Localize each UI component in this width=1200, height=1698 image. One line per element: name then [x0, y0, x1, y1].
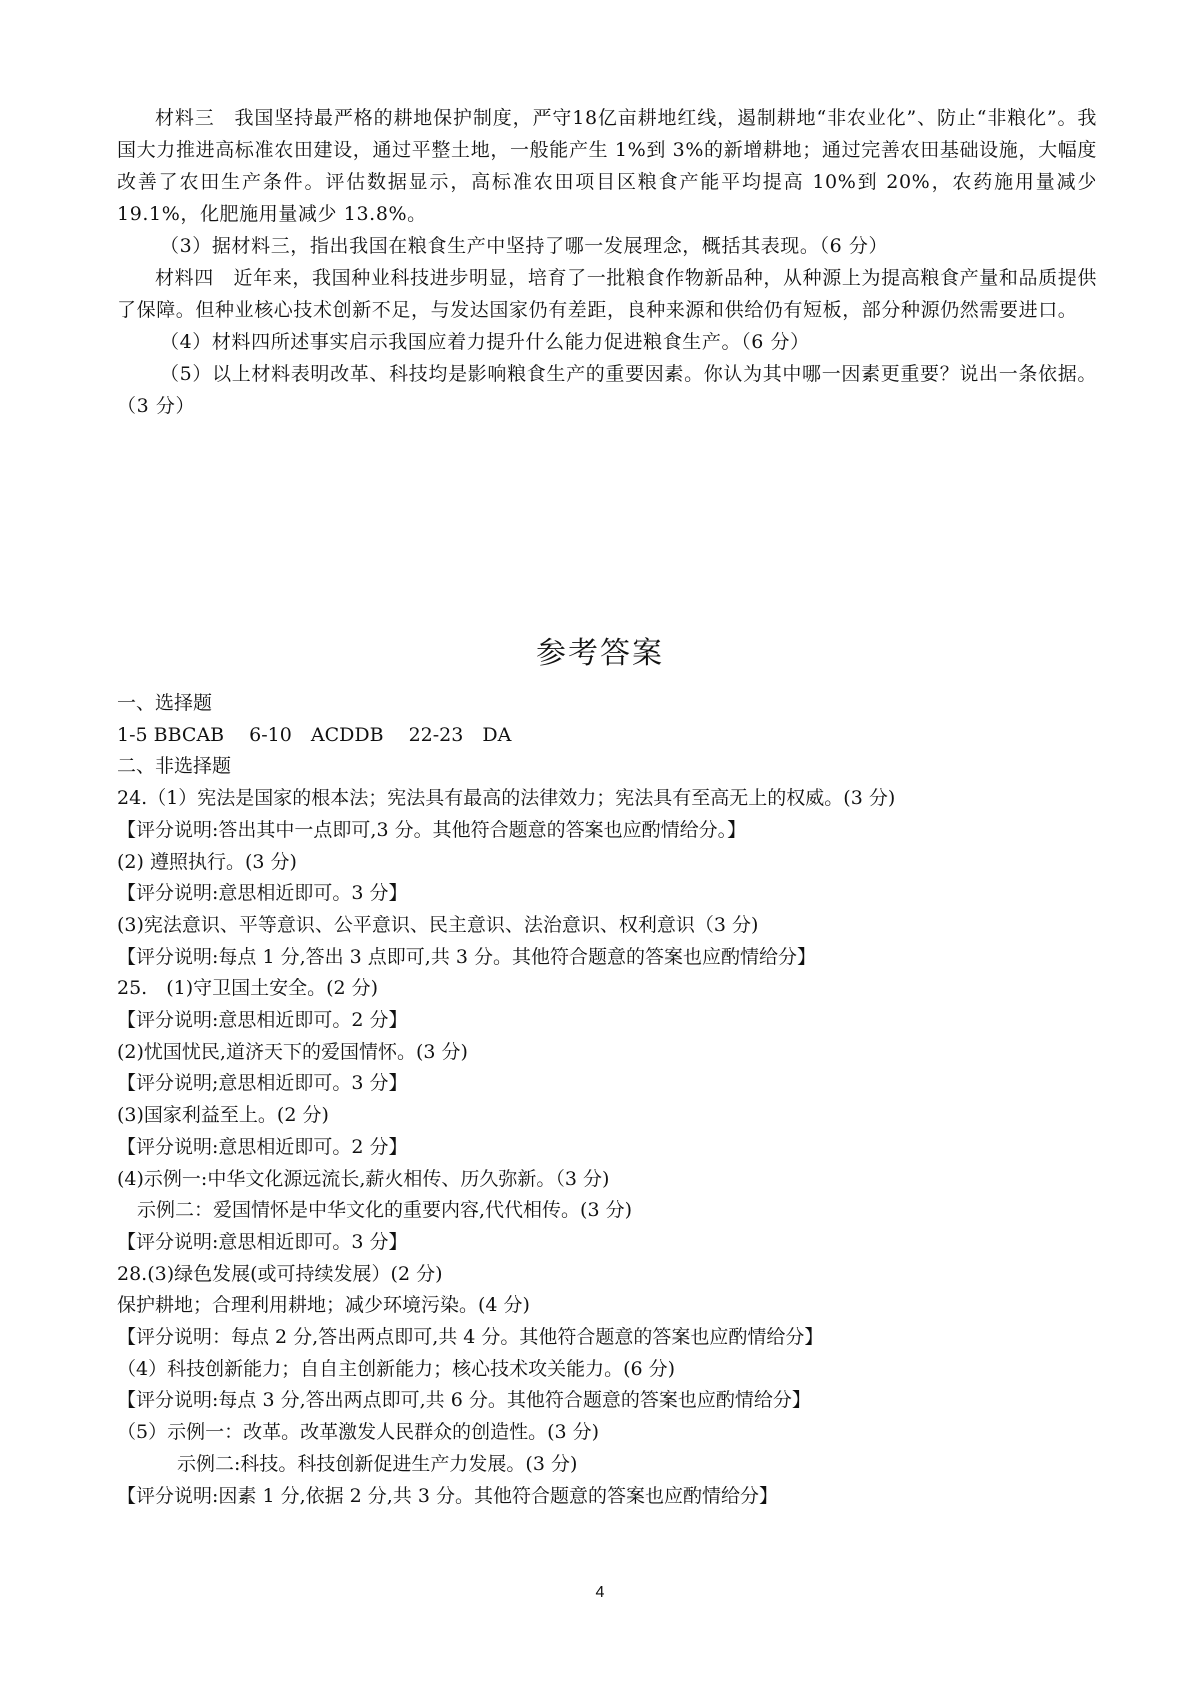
scoring-note: 【评分说明:意思相近即可。2 分】: [117, 1135, 408, 1158]
answer-line: (2) 遵照执行。(3 分): [117, 850, 297, 873]
answer-line: 示例二：爱国情怀是中华文化的重要内容,代代相传。(3 分): [137, 1199, 632, 1222]
scoring-note: 【评分说明：每点 2 分,答出两点即可,共 4 分。其他符合题意的答案也应酌情给分】: [117, 1326, 824, 1349]
answer-line: 一、选择题: [117, 692, 213, 714]
answer-line: (2)忧国忧民,道济天下的爱国情怀。(3 分): [117, 1040, 468, 1063]
answer-line: (3)宪法意识、平等意识、公平意识、民主意识、法治意识、权利意识（3 分): [117, 913, 759, 936]
material-three-text: 材料三 我国坚持最严格的耕地保护制度，严守18亿亩耕地红线，遏制耕地“非农业化”、防止“非粮化”。我国大力推进高标准农田建设，通过平整土地，一般能产生 1%到 3%的新增耕地；通过完善农田基础设施，大幅度改善了农田生产条件。评估数据显示，高标准农田项目区粮食产能平均提高 10%到 20%，农药施用量减少 19.1%，化肥施用量减少 13.8%。: [117, 107, 1097, 225]
question-4: （4）材料四所述事实启示我国应着力提升什么能力促进粮食生产。（6 分）: [160, 331, 810, 353]
answer-line: (4)示例一:中华文化源远流长,薪火相传、历久弥新。（3 分): [117, 1167, 610, 1190]
answer-line: 保护耕地；合理利用耕地；减少环境污染。(4 分): [117, 1294, 530, 1317]
material-four-section: [117, 262, 1097, 422]
scoring-note: 【评分说明:每点 1 分,答出 3 点即可,共 3 分。其他符合题意的答案也应酌情给分】: [117, 945, 816, 968]
answer-line: (3)国家利益至上。(2 分): [117, 1104, 329, 1127]
question-3: （3）据材料三，指出我国在粮食生产中坚持了哪一发展理念，概括其表现。（6 分）: [160, 235, 889, 257]
scoring-note: 【评分说明:答出其中一点即可,3 分。其他符合题意的答案也应酌情给分。】: [117, 818, 747, 841]
answer-line: 1-5 BBCAB 6-10 ACDDB 22-23 DA: [117, 723, 512, 746]
material-four-text: 材料四 近年来，我国种业科技进步明显，培育了一批粮食作物新品种，从种源上为提高粮食产量和品质提供了保障。但种业核心技术创新不足，与发达国家仍有差距，良种来源和供给仍有短板，部分种源仍然需要进口。: [117, 267, 1097, 321]
question-5: （5）以上材料表明改革、科技均是影响粮食生产的重要因素。你认为其中哪一因素更重要？说出一条依据。（3 分）: [117, 363, 1097, 417]
answer-line: 示例二:科技。科技创新促进生产力发展。(3 分): [177, 1452, 578, 1475]
scoring-note: 【评分说明:意思相近即可。3 分】: [117, 1230, 408, 1253]
answer-line: 二、非选择题: [117, 755, 232, 778]
answer-list: [117, 688, 1097, 1512]
answer-line: 28.(3)绿色发展(或可持续发展）(2 分): [117, 1262, 443, 1285]
answer-line: 25. (1)守卫国土安全。(2 分): [117, 977, 379, 1000]
answer-line: 24.（1）宪法是国家的根本法；宪法具有最高的法律效力；宪法具有至高无上的权威。(3 分): [117, 787, 896, 810]
scoring-note: 【评分说明:意思相近即可。3 分】: [117, 882, 408, 905]
scoring-note: 【评分说明:每点 3 分,答出两点即可,共 6 分。其他符合题意的答案也应酌情给分】: [117, 1389, 811, 1412]
answer-line: （4）科技创新能力；自自主创新能力；核心技术攻关能力。(6 分): [117, 1357, 676, 1380]
answer-line: （5）示例一：改革。改革激发人民群众的创造性。(3 分): [117, 1421, 600, 1444]
page-number: 4: [595, 1584, 605, 1601]
scoring-note: 【评分说明:因素 1 分,依据 2 分,共 3 分。其他符合题意的答案也应酌情给分】: [117, 1484, 778, 1507]
answer-title: 参考答案: [536, 636, 664, 671]
scoring-note: 【评分说明;意思相近即可。3 分】: [117, 1072, 408, 1095]
material-three-section: [117, 102, 1097, 262]
scoring-note: 【评分说明:意思相近即可。2 分】: [117, 1009, 408, 1032]
